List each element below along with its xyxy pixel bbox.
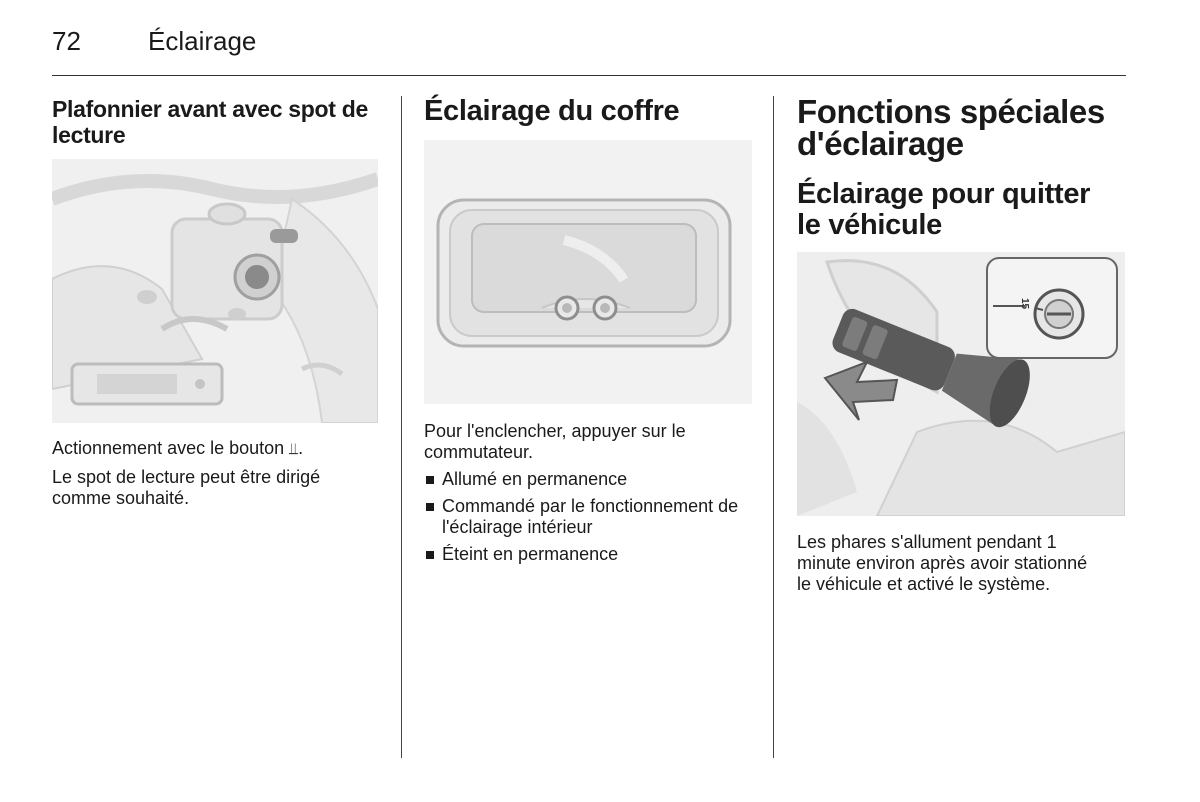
list-item-text: Commandé par le fonctionnement de l'éclairage intérieur: [442, 496, 739, 537]
bullet-square-icon: [426, 503, 434, 511]
column-divider-1: [401, 96, 402, 758]
page-number: 72: [52, 26, 81, 56]
trunk-light-instruction: Pour l'enclencher, appuyer sur le commutateur.: [424, 421, 686, 462]
trunk-light-illustration: [424, 140, 752, 404]
exit-lighting-description: Les phares s'allument pendant 1 minute environ après avoir stationné le véhicule et activé le système.: [797, 532, 1088, 594]
reading-light-illustration: [52, 159, 378, 423]
reading-light-heading: Plafonnier avant avec spot de lecture: [52, 96, 368, 148]
bullet-square-icon: [426, 476, 434, 484]
exit-lighting-illustration: [797, 252, 1125, 516]
headlight-switch-label: 15: [1019, 297, 1031, 310]
column-special-lighting: [797, 93, 1127, 595]
list-item-text: Allumé en permanence: [442, 469, 628, 489]
reading-light-instruction: Actionnement avec le bouton ⫫.: [52, 438, 304, 458]
page-header: [52, 26, 1126, 76]
list-item: [424, 544, 756, 565]
bullet-square-icon: [426, 551, 434, 559]
instruction-text: Actionnement avec le bouton: [52, 438, 285, 458]
reading-light-note: Le spot de lecture peut être dirigé comme souhaité.: [52, 467, 321, 508]
header-rule: [52, 75, 1126, 76]
trunk-light-options: [424, 469, 756, 565]
reading-light-button-icon: ⫫: [289, 441, 299, 458]
section-title: Éclairage: [148, 26, 257, 56]
exit-lighting-heading: Éclairage pour quitter le véhicule: [797, 178, 1091, 241]
special-lighting-heading: Fonctions spéciales d'éclairage: [797, 93, 1105, 162]
list-item-text: Éteint en permanence: [442, 544, 619, 564]
column-divider-2: [773, 96, 774, 758]
trunk-light-heading: Éclairage du coffre: [424, 95, 680, 127]
column-reading-light: [52, 96, 382, 509]
list-item: [424, 496, 756, 538]
list-item: [424, 469, 756, 490]
column-trunk-light: [424, 96, 756, 565]
